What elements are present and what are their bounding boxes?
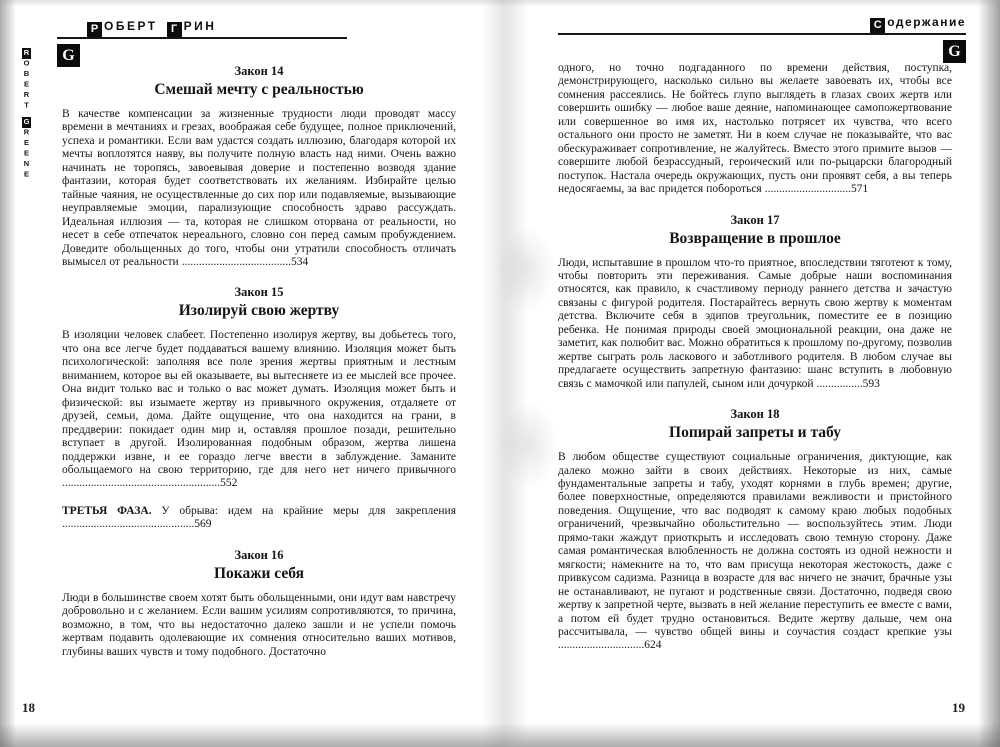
law-title: Попирай запреты и табу xyxy=(669,424,841,442)
author-word: РИН xyxy=(183,19,217,33)
contents-heading xyxy=(870,15,966,33)
law-label: Закон 18 xyxy=(730,407,780,422)
law-label: Закон 15 xyxy=(234,285,284,300)
law-summary: В любом обществе существуют социальные ограничения, диктующие, как далеко можно зайти в своих действиях. Некоторые из них, самые фундаментальные запреты и табу, уходят корнями в глубь времен; другие, более поверхностные, определяются правилами вежливости и пристойного поведения. Ощущение, что вас подводят к самому краю любых подобных ограничений, чрезвычайно обольстительно — воспользуйтесь этим. Люди прямо-таки жаждут приоткрыть и исследовать свою темную сторону. Даже самая романтическая влюбленность не должна состоять из одной нежности и мягкости; намекните на то, что вам присуща некоторая жестокость, даже с привкусом садизма. Разница в возрасте для вас ничего не значит, брачные узы не останавливают, не пугают и родственные связи. Достаточно, подведя свою жертву к запретной черте, вызвать в ней желание переступить ее вместе с вами, а потом ей будет трудно остановиться. Ведите жертву дальше, чем она рассчитывала, — чувство общей вины и соучастия создаст крепкие узы ..............................624 xyxy=(558,451,952,652)
phase-lead: ТРЕТЬЯ ФАЗА. xyxy=(62,504,152,517)
scan-shadow-bottom xyxy=(0,723,1000,747)
book-gutter-shadow xyxy=(482,0,528,747)
law-title: Возвращение в прошлое xyxy=(669,229,841,247)
page-number-left: 18 xyxy=(22,700,35,715)
scan-shadow-left xyxy=(0,0,16,747)
law-label: Закон 14 xyxy=(234,64,284,78)
law-label: Закон 16 xyxy=(234,547,284,562)
author-name xyxy=(87,19,216,37)
law-section-16 xyxy=(62,548,456,659)
law-section-15 xyxy=(62,285,456,490)
spine-initial-block: G xyxy=(22,117,31,128)
contents-word: одержание xyxy=(887,15,966,29)
spine-initial-block: R xyxy=(22,48,31,59)
author-initial-block: Г xyxy=(167,22,182,37)
phase-text: У обрыва: идем на крайние меры для закрепления ..............................................569 xyxy=(62,504,457,531)
law-summary: В изоляции человек слабеет. Постепенно изолируя жертву, вы добьетесь того, что она все легче будет поддаваться вашему влиянию. Изоляция может быть психологической: заполняя все поле зрения жертвы приятным и лестным вниманием, которое вы ей оказываете, вы вытесняете из ее мыслей все прочее. Она видит только вас и только о вас может думать. Изоляция может быть и физической: вы изымаете жертву из привычного окружения, отдаляете от друзей, семьи, дома. Дайте ощущение, что она находится на грани, в преддверии: покидает один мир и, оставляя прошлое позади, решительно вступает в другой. Изолированная подобным образом, жертва лишена поддержки извне, и ее гораздо легче ввести в заблуждение. Заманите обольщаемого на свою территорию, где для него нет ничего привычного .......................................................552 xyxy=(62,329,456,490)
header-rule-left xyxy=(57,37,347,39)
spine-letters: REENE xyxy=(22,127,31,180)
law-title: Покажи себя xyxy=(214,564,304,582)
law-title: Смешай мечту с реальностью xyxy=(154,81,364,98)
continuation-paragraph: одного, но точно подгаданного по времени действия, поступка, демонстрирующего, насколько сильно вы желаете завоевать их, чтобы все сомнения рассеялись. Не бойтесь глупо выглядеть в глазах своих жертв или совершить ошибку — любое ваше деяние, напоминающее самопожертвование или совершенное во имя их, настолько потрясет их чувства, что всего остального они просто не заметят. Ни в коем случае не показывайте, что вас обескураживает сопротивление, не жалуйтесь. Вместо этого примите вызов — совершите любой безрассудный, героический или по-рыцарски благородный поступок. Настала очередь окружающих, пусть они проявят себя, а вы теперь недосягаемы, за вас придется побороться ..............................571 xyxy=(558,62,952,196)
author-initial-block: Р xyxy=(87,22,102,37)
law-summary: В качестве компенсации за жизненные трудности люди проводят массу времени в мечтаниях и грезах, воображая себе будущее, полное приключений, успеха и романтики. Если вам удастся создать иллюзию, благодаря которой их мечты воплотятся наяву, вы получите полную власть над ними. Очень важно начинать не торопясь, завоевывая доверие и постепенно возводя здание фантазии, которая будет соответствовать их желаниям. Избирайте целью тайные чаяния, не осуществленные до сих пор или подавляемые, вызывающие неуправляемые эмоции, парализующие способность здраво рассуждать. Идеальная иллюзия — та, которая не слишком оторвана от реальности, но несет в себе отпечаток нереального, словно сон перед самым пробуждением. Доведите обольщенных до того, чтобы они утратили способность отличать вымысел от реальности ......................................534 xyxy=(62,108,456,268)
author-word: ОБЕРТ xyxy=(104,19,158,33)
law-summary: Люди, испытавшие в прошлом что-то приятное, впоследствии тяготеют к тому, чтобы повторить эти переживания. Самые добрые наши воспоминания относятся, как правило, к счастливому периоду раннего детства и зачастую связаны с фигурой родителя. Постарайтесь вернуть свою жертву к моментам детства. Включите себя в эдипов треугольник, поместите ее в позицию ребенка. Не понимая природы своей эмоциональной реакции, она даже не заметит, как полюбит вас. Можно обратиться к прошлому по-другому, позволив жертве сыграть роль ласкового и заботливого родителя. В любом случае вы предлагаете осуществить запретную фантазию: шанс вступить в любовную связь с мамочкой или папулей, сыном или дочуркой ................593 xyxy=(558,256,952,390)
header-rule-right xyxy=(558,33,966,35)
law-section-18 xyxy=(558,407,952,653)
scan-smudge xyxy=(495,225,555,315)
phase-note xyxy=(62,505,456,532)
right-page xyxy=(558,62,952,653)
scan-shadow-right xyxy=(978,0,1000,747)
contents-initial-block: С xyxy=(870,18,885,33)
law-section-14 xyxy=(62,64,456,269)
publisher-logo-left: G xyxy=(57,44,80,67)
page-number-right: 19 xyxy=(952,700,965,715)
spine-text xyxy=(22,48,31,180)
law-section-17 xyxy=(558,213,952,392)
scan-smudge xyxy=(498,400,558,490)
spine-letters: OBERT xyxy=(22,58,31,111)
law-summary: Люди в большинстве своем хотят быть обольщенными, они идут вам навстречу добровольно и с желанием. Если вашим усилиям сопротивляются, то причина, возможно, в том, что вы недостаточно далеко зашли и не успели помочь жертвам подавить одолевающие их сомнения относительно ваших мотивов, глубины ваших чувств и тому подобного. Достаточно xyxy=(62,591,456,658)
law-title: Изолируй свою жертву xyxy=(178,302,340,320)
publisher-logo-right: G xyxy=(943,40,966,63)
left-page xyxy=(62,64,456,659)
scan-shadow-top xyxy=(0,0,1000,7)
law-label: Закон 17 xyxy=(730,212,780,227)
